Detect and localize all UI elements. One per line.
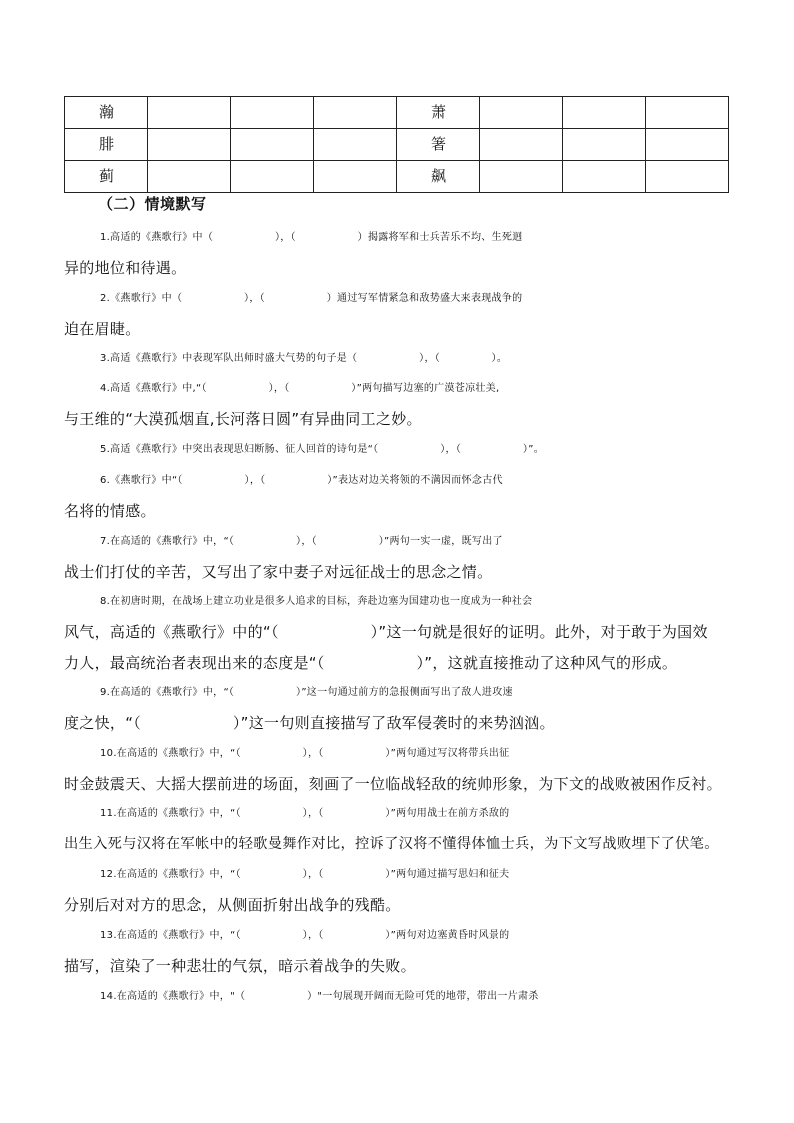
question-text-continued: 分别后对对方的思念，从侧面折射出战争的残酷。: [64, 896, 401, 914]
question-text-continued: 风气，高适的《燕歌行》中的“（ ）”这一句就是很好的证明。此外，对于敢于为国效: [64, 623, 708, 641]
question-item: [64, 343, 729, 374]
table-writing-cell[interactable]: [480, 97, 563, 129]
question-item: [64, 586, 729, 679]
table-writing-cell[interactable]: [148, 161, 231, 193]
question-text: 7.在高适的《燕歌行》中，“（ ），（ ）”两句一实一虚，既写出了: [100, 536, 503, 547]
table-row: [65, 129, 729, 161]
table-writing-cell[interactable]: [563, 129, 646, 161]
question-text-continued: 名将的情感。: [64, 502, 156, 520]
table-writing-cell[interactable]: [314, 97, 397, 129]
table-writing-cell[interactable]: [480, 129, 563, 161]
question-text-continued: 描写，渲染了一种悲壮的气氛，暗示着战争的失败。: [64, 957, 416, 975]
table-writing-cell[interactable]: [646, 129, 729, 161]
question-text-continued: 度之快，“（ ）”这一句则直接描写了敌军侵袭时的来势汹汹。: [64, 714, 555, 732]
table-character-cell: 萧: [397, 97, 480, 129]
question-item: [64, 465, 729, 527]
question-item: [64, 526, 729, 588]
question-text-continued: 时金鼓震天、大摇大摆前进的场面，刻画了一位临战轻敌的统帅形象，为下文的战败被困作反衬。: [64, 775, 722, 793]
character-practice-table: [64, 96, 729, 193]
question-text: 1.高适的《燕歌行》中（ ），（ ）揭露将军和士兵苦乐不均、生死迥: [100, 232, 523, 243]
table-writing-cell[interactable]: [148, 129, 231, 161]
table-writing-cell[interactable]: [563, 97, 646, 129]
question-text: 12.在高适的《燕歌行》中，“（ ），（ ）”两句通过描写思妇和征夫: [100, 869, 510, 880]
table-character-cell: 腓: [65, 129, 148, 161]
table-character-cell: 蓟: [65, 161, 148, 193]
question-item: [64, 677, 729, 739]
question-text: 10.在高适的《燕歌行》中，“（ ），（ ）”两句通过写汉将带兵出征: [100, 748, 510, 759]
table-writing-cell[interactable]: [314, 129, 397, 161]
table-character-cell: 箸: [397, 129, 480, 161]
question-text-continued: 与王维的“大漠孤烟直,长河落日圆”有异曲同工之妙。: [64, 410, 422, 428]
table-writing-cell[interactable]: [563, 161, 646, 193]
question-text-continued: 迫在眉睫。: [64, 320, 141, 338]
question-text: 14.在高适的《燕歌行》中，"（ ）"一句展现开阔而无险可凭的地带，带出一片肃杀: [100, 991, 539, 1002]
table-writing-cell[interactable]: [314, 161, 397, 193]
section-title: （二）情境默写: [98, 195, 207, 213]
question-item: [64, 798, 729, 860]
table-row: [65, 97, 729, 129]
question-text-continued: 战士们打仗的辛苦，又写出了家中妻子对远征战士的思念之情。: [64, 563, 493, 581]
table-writing-cell[interactable]: [231, 97, 314, 129]
question-text: 2.《燕歌行》中（ ），（ ）通过写军情紧急和敌势盛大来表现战争的: [100, 293, 523, 304]
table-writing-cell[interactable]: [231, 129, 314, 161]
question-text: 6.《燕歌行》中“（ ），（ ）”表达对边关将领的不满因而怀念古代: [100, 475, 503, 486]
question-text: 13.在高适的《燕歌行》中，“（ ），（ ）”两句对边塞黄昏时风景的: [100, 930, 510, 941]
table-character-cell: 飙: [397, 161, 480, 193]
table-writing-cell[interactable]: [231, 161, 314, 193]
question-text: 9.在高适的《燕歌行》中，“（ ）”这一句通过前方的急报侧面写出了敌人进攻速: [100, 687, 513, 698]
question-text: 3.高适《燕歌行》中表现军队出师时盛大气势的句子是（ ），（ ）。: [100, 353, 508, 364]
question-text-continued: 出生入死与汉将在军帐中的轻歌曼舞作对比，控诉了汉将不懂得体恤士兵，为下文写战败埋下了伏笔。: [64, 836, 719, 852]
question-item: [64, 222, 729, 284]
question-item: [64, 920, 729, 982]
table-row: [65, 161, 729, 193]
table-writing-cell[interactable]: [148, 97, 231, 129]
question-text-continued: 力人，最高统治者表现出来的态度是“（ ）”，这就直接推动了这种风气的形成。: [64, 654, 678, 672]
question-text: 5.高适《燕歌行》中突出表现思妇断肠、征人回首的诗句是“（ ），（ ）”。: [100, 444, 545, 455]
question-item: [64, 859, 729, 921]
question-text: 4.高适《燕歌行》中,“（ ），（ ）”两句描写边塞的广漠苍凉壮美,: [100, 383, 500, 394]
table-writing-cell[interactable]: [646, 161, 729, 193]
question-text-continued: 异的地位和待遇。: [64, 259, 187, 277]
table-writing-cell[interactable]: [646, 97, 729, 129]
table-character-cell: 瀚: [65, 97, 148, 129]
question-item: [64, 373, 729, 435]
question-item: [64, 283, 729, 345]
question-text: 8.在初唐时期，在战场上建立功业是很多人追求的目标，奔赴边塞为国建功也一度成为一种社会: [100, 596, 533, 607]
question-item: [64, 738, 729, 800]
table-writing-cell[interactable]: [480, 161, 563, 193]
question-item: [64, 981, 729, 1012]
question-item: [64, 434, 729, 465]
question-text: 11.在高适的《燕歌行》中，“（ ），（ ）”两句用战士在前方杀敌的: [100, 808, 510, 819]
